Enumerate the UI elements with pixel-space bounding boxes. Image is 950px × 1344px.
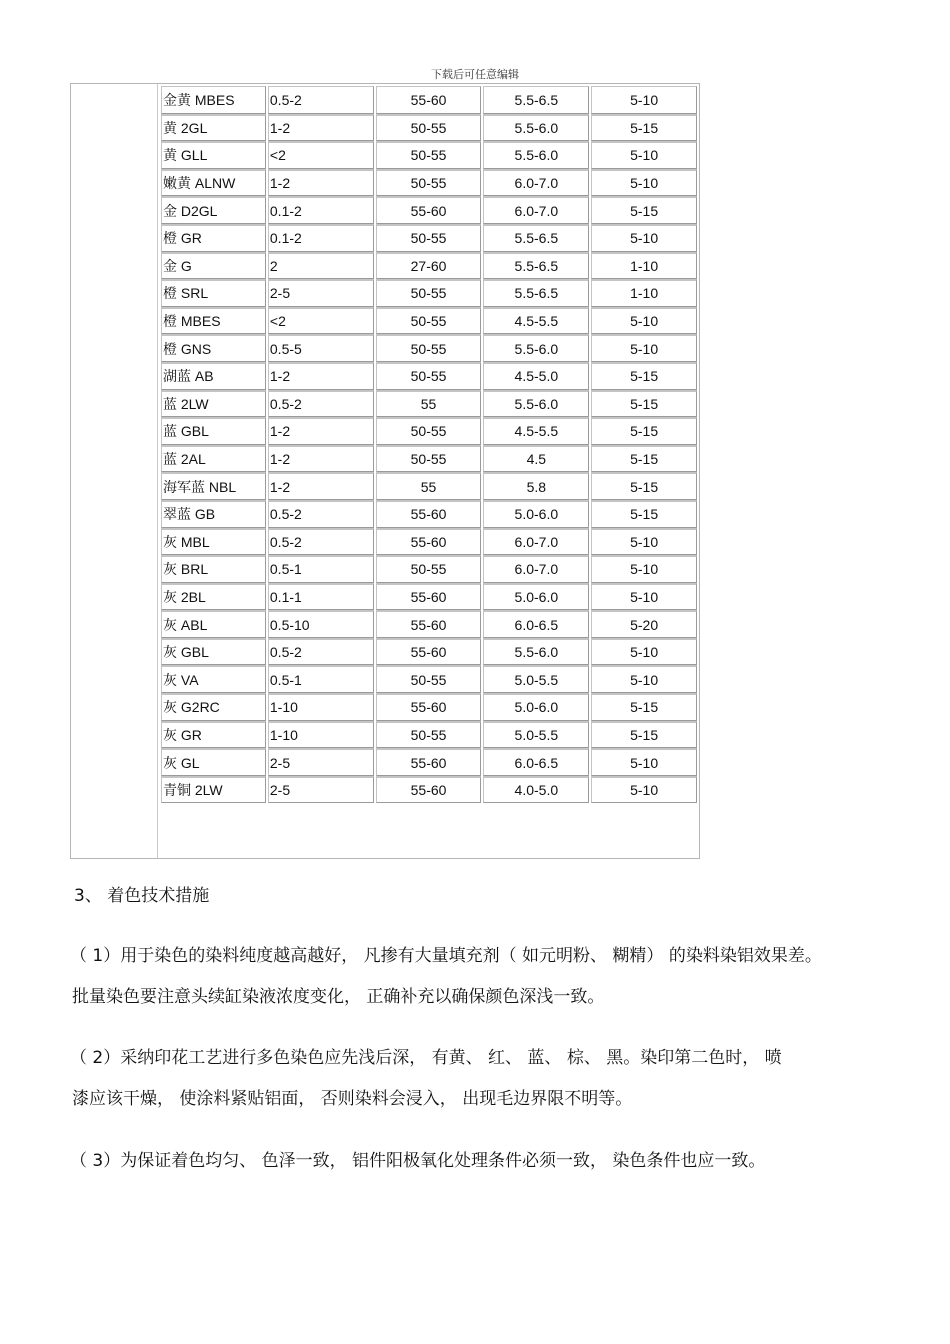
paragraph-1-line-2: 批量染色要注意头续缸染液浓度变化， 正确补充以确保颜色深浅一致。 — [72, 987, 605, 1007]
concentration-cell: 0.1-2 — [268, 224, 374, 252]
concentration-cell: 0.5-2 — [268, 528, 374, 556]
dye-name-cell: 黄 2GL — [161, 114, 266, 142]
concentration-cell: 0.5-2 — [268, 638, 374, 666]
dye-name-cell: 蓝 GBL — [161, 417, 266, 445]
table-row — [161, 528, 697, 556]
table-row — [161, 334, 697, 362]
temperature-cell: 55-60 — [376, 196, 482, 224]
time-cell: 5-20 — [591, 610, 697, 638]
table-row — [161, 776, 697, 804]
ph-cell: 5.0-5.5 — [483, 721, 589, 749]
temperature-cell: 50-55 — [376, 334, 482, 362]
dye-name-cell: 灰 GR — [161, 721, 266, 749]
concentration-cell: 0.5-10 — [268, 610, 374, 638]
time-cell: 5-10 — [591, 141, 697, 169]
dye-name-cell: 橙 GR — [161, 224, 266, 252]
temperature-cell: 50-55 — [376, 721, 482, 749]
table-row — [161, 390, 697, 418]
temperature-cell: 27-60 — [376, 252, 482, 280]
ph-cell: 4.5-5.5 — [483, 417, 589, 445]
temperature-cell: 55-60 — [376, 693, 482, 721]
ph-cell: 4.0-5.0 — [483, 776, 589, 804]
concentration-cell: 0.5-5 — [268, 334, 374, 362]
ph-cell: 6.0-6.5 — [483, 610, 589, 638]
paragraph-2-line-1: （ 2）采纳印花工艺进行多色染色应先浅后深， 有黄、 红、 蓝、 棕、 黑。染印第二色时， 喷 — [70, 1048, 782, 1068]
temperature-cell: 55-60 — [376, 776, 482, 804]
ph-cell: 5.5-6.5 — [483, 224, 589, 252]
table-row — [161, 169, 697, 197]
ph-cell: 6.0-7.0 — [483, 555, 589, 583]
ph-cell: 5.5-6.0 — [483, 334, 589, 362]
table-row — [161, 196, 697, 224]
table-row — [161, 252, 697, 280]
dye-name-cell: 蓝 2LW — [161, 390, 266, 418]
dye-name-cell: 金 G — [161, 252, 266, 280]
dye-name-cell: 灰 MBL — [161, 528, 266, 556]
concentration-cell: 1-2 — [268, 445, 374, 473]
time-cell: 5-15 — [591, 445, 697, 473]
concentration-cell: 0.1-1 — [268, 583, 374, 611]
time-cell: 5-15 — [591, 390, 697, 418]
ph-cell: 6.0-6.5 — [483, 748, 589, 776]
time-cell: 1-10 — [591, 252, 697, 280]
page-watermark: 下载后可任意编辑 — [431, 68, 519, 81]
temperature-cell: 50-55 — [376, 665, 482, 693]
dye-name-cell: 海军蓝 NBL — [161, 472, 266, 500]
table-row — [161, 279, 697, 307]
ph-cell: 5.5-6.5 — [483, 86, 589, 114]
time-cell: 5-10 — [591, 638, 697, 666]
dye-name-cell: 灰 ABL — [161, 610, 266, 638]
concentration-cell: 0.5-1 — [268, 555, 374, 583]
ph-cell: 5.5-6.0 — [483, 638, 589, 666]
concentration-cell: <2 — [268, 141, 374, 169]
dye-table-frame — [70, 83, 700, 859]
concentration-cell: 2-5 — [268, 748, 374, 776]
table-row — [161, 86, 697, 114]
time-cell: 5-15 — [591, 114, 697, 142]
concentration-cell: 1-10 — [268, 721, 374, 749]
concentration-cell: 0.5-2 — [268, 86, 374, 114]
paragraph-1-line-1: （ 1）用于染色的染料纯度越高越好， 凡掺有大量填充剂（ 如元明粉、 糊精） 的染料染铝效果差。 — [70, 946, 822, 966]
time-cell: 5-15 — [591, 196, 697, 224]
table-row — [161, 555, 697, 583]
ph-cell: 4.5-5.5 — [483, 307, 589, 335]
temperature-cell: 50-55 — [376, 141, 482, 169]
temperature-cell: 50-55 — [376, 555, 482, 583]
temperature-cell: 50-55 — [376, 114, 482, 142]
time-cell: 5-15 — [591, 500, 697, 528]
time-cell: 5-10 — [591, 528, 697, 556]
dye-table — [159, 86, 699, 803]
ph-cell: 6.0-7.0 — [483, 196, 589, 224]
dye-name-cell: 灰 GL — [161, 748, 266, 776]
time-cell: 5-15 — [591, 472, 697, 500]
temperature-cell: 50-55 — [376, 224, 482, 252]
temperature-cell: 50-55 — [376, 307, 482, 335]
table-row — [161, 417, 697, 445]
time-cell: 5-15 — [591, 721, 697, 749]
dye-name-cell: 灰 BRL — [161, 555, 266, 583]
table-row — [161, 307, 697, 335]
table-row — [161, 721, 697, 749]
table-row — [161, 693, 697, 721]
temperature-cell: 55-60 — [376, 500, 482, 528]
time-cell: 5-15 — [591, 362, 697, 390]
time-cell: 5-10 — [591, 334, 697, 362]
concentration-cell: 1-2 — [268, 472, 374, 500]
dye-name-cell: 灰 G2RC — [161, 693, 266, 721]
table-row — [161, 114, 697, 142]
ph-cell: 4.5-5.0 — [483, 362, 589, 390]
table-row — [161, 583, 697, 611]
time-cell: 5-10 — [591, 224, 697, 252]
concentration-cell: 0.5-1 — [268, 665, 374, 693]
dye-name-cell: 嫩黄 ALNW — [161, 169, 266, 197]
time-cell: 5-15 — [591, 693, 697, 721]
ph-cell: 5.0-5.5 — [483, 665, 589, 693]
concentration-cell: 1-10 — [268, 693, 374, 721]
time-cell: 5-10 — [591, 307, 697, 335]
concentration-cell: 2-5 — [268, 279, 374, 307]
temperature-cell: 50-55 — [376, 362, 482, 390]
temperature-cell: 55 — [376, 390, 482, 418]
table-row — [161, 638, 697, 666]
time-cell: 5-10 — [591, 776, 697, 804]
concentration-cell: 1-2 — [268, 169, 374, 197]
time-cell: 1-10 — [591, 279, 697, 307]
time-cell: 5-15 — [591, 417, 697, 445]
temperature-cell: 55-60 — [376, 528, 482, 556]
concentration-cell: 1-2 — [268, 417, 374, 445]
temperature-cell: 55-60 — [376, 638, 482, 666]
temperature-cell: 50-55 — [376, 445, 482, 473]
ph-cell: 6.0-7.0 — [483, 528, 589, 556]
ph-cell: 5.0-6.0 — [483, 500, 589, 528]
ph-cell: 5.8 — [483, 472, 589, 500]
dye-name-cell: 灰 VA — [161, 665, 266, 693]
dye-name-cell: 蓝 2AL — [161, 445, 266, 473]
merged-category-cell — [71, 84, 158, 858]
temperature-cell: 50-55 — [376, 417, 482, 445]
table-row — [161, 472, 697, 500]
dye-name-cell: 橙 MBES — [161, 307, 266, 335]
ph-cell: 5.5-6.5 — [483, 279, 589, 307]
temperature-cell: 55 — [376, 472, 482, 500]
dye-name-cell: 橙 SRL — [161, 279, 266, 307]
ph-cell: 6.0-7.0 — [483, 169, 589, 197]
dye-name-cell: 灰 2BL — [161, 583, 266, 611]
table-row — [161, 610, 697, 638]
table-row — [161, 748, 697, 776]
time-cell: 5-10 — [591, 748, 697, 776]
ph-cell: 5.5-6.5 — [483, 252, 589, 280]
ph-cell: 5.0-6.0 — [483, 693, 589, 721]
table-row — [161, 445, 697, 473]
concentration-cell: 1-2 — [268, 114, 374, 142]
dye-name-cell: 青铜 2LW — [161, 776, 266, 804]
temperature-cell: 55-60 — [376, 748, 482, 776]
dye-name-cell: 翠蓝 GB — [161, 500, 266, 528]
paragraph-3-line-1: （ 3）为保证着色均匀、 色泽一致， 铝件阳极氧化处理条件必须一致， 染色条件也应一致。 — [70, 1151, 766, 1171]
dye-name-cell: 灰 GBL — [161, 638, 266, 666]
time-cell: 5-10 — [591, 583, 697, 611]
table-row — [161, 500, 697, 528]
ph-cell: 5.5-6.0 — [483, 141, 589, 169]
section-heading: 3、 着色技术措施 — [74, 886, 210, 906]
time-cell: 5-10 — [591, 169, 697, 197]
concentration-cell: 1-2 — [268, 362, 374, 390]
concentration-cell: 0.5-2 — [268, 500, 374, 528]
table-row — [161, 362, 697, 390]
concentration-cell: 2-5 — [268, 776, 374, 804]
temperature-cell: 50-55 — [376, 169, 482, 197]
ph-cell: 5.5-6.0 — [483, 390, 589, 418]
temperature-cell: 50-55 — [376, 279, 482, 307]
dye-name-cell: 金黄 MBES — [161, 86, 266, 114]
ph-cell: 5.0-6.0 — [483, 583, 589, 611]
concentration-cell: 2 — [268, 252, 374, 280]
table-row — [161, 141, 697, 169]
ph-cell: 5.5-6.0 — [483, 114, 589, 142]
temperature-cell: 55-60 — [376, 610, 482, 638]
dye-name-cell: 金 D2GL — [161, 196, 266, 224]
ph-cell: 4.5 — [483, 445, 589, 473]
concentration-cell: <2 — [268, 307, 374, 335]
time-cell: 5-10 — [591, 86, 697, 114]
paragraph-2-line-2: 漆应该干燥， 使涂料紧贴铝面， 否则染料会浸入， 出现毛边界限不明等。 — [72, 1089, 633, 1109]
dye-name-cell: 黄 GLL — [161, 141, 266, 169]
time-cell: 5-10 — [591, 555, 697, 583]
dye-name-cell: 湖蓝 AB — [161, 362, 266, 390]
temperature-cell: 55-60 — [376, 86, 482, 114]
table-row — [161, 665, 697, 693]
concentration-cell: 0.5-2 — [268, 390, 374, 418]
temperature-cell: 55-60 — [376, 583, 482, 611]
time-cell: 5-10 — [591, 665, 697, 693]
concentration-cell: 0.1-2 — [268, 196, 374, 224]
dye-name-cell: 橙 GNS — [161, 334, 266, 362]
table-row — [161, 224, 697, 252]
